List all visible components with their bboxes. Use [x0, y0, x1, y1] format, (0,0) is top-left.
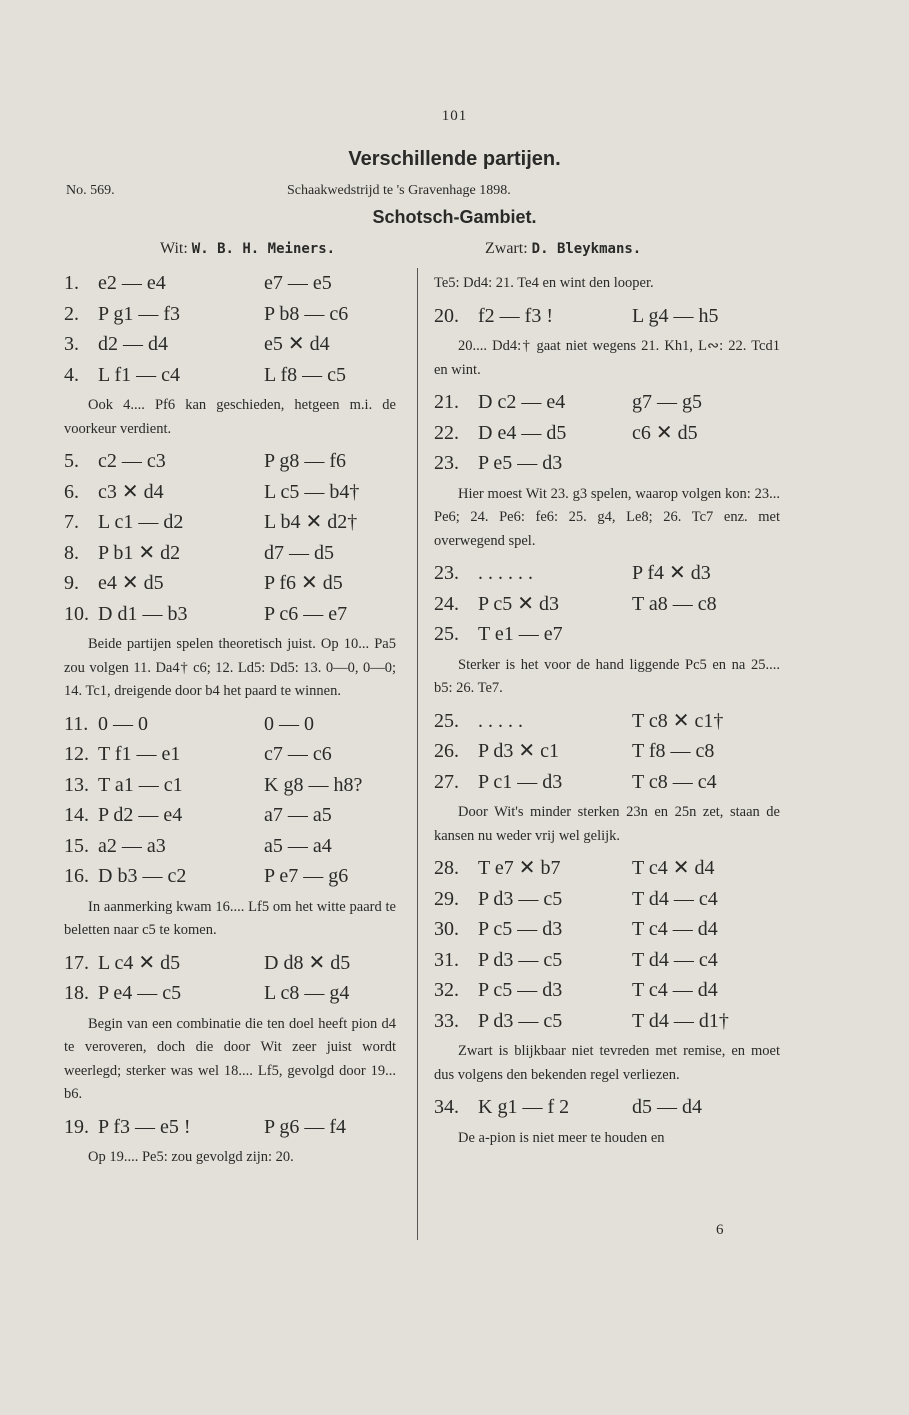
black-move: T d4 — d1† — [632, 1009, 729, 1032]
move-row — [434, 387, 780, 418]
move-row — [434, 448, 780, 479]
white-player — [160, 240, 335, 258]
move-number: 17. — [64, 951, 89, 974]
move-row — [64, 1112, 396, 1143]
black-move: d5 — d4 — [632, 1096, 702, 1118]
move-number: 23. — [434, 452, 459, 474]
black-move: T d4 — c4 — [632, 887, 718, 910]
move-number: 22. — [434, 421, 459, 444]
white-move: L c4 ✕ d5 — [98, 951, 181, 974]
move-row — [434, 1092, 780, 1123]
white-move: c2 — c3 — [98, 450, 166, 472]
black-move: L g4 — h5 — [632, 304, 719, 327]
move-row — [64, 268, 396, 299]
black-move: T c4 ✕ d4 — [632, 857, 715, 879]
move-number: 4. — [64, 363, 79, 386]
move-row — [434, 1006, 780, 1037]
white-move: P c5 ✕ d3 — [478, 592, 560, 615]
black-move: a5 — a4 — [264, 834, 332, 857]
white-move: K g1 — f 2 — [478, 1096, 570, 1118]
white-move: D e4 — d5 — [478, 421, 567, 444]
black-move: g7 — g5 — [632, 391, 702, 413]
white-move: D c2 — e4 — [478, 391, 566, 413]
move-number: 21. — [434, 391, 459, 413]
move-number: 18. — [64, 982, 89, 1004]
annotation: Op 19.... Pe5: zou gevolgd zijn: 20. — [88, 1149, 294, 1165]
white-move: . . . . . — [478, 709, 523, 732]
move-number: 10. — [64, 602, 89, 625]
white-move: f2 — f3 ! — [478, 304, 553, 327]
move-number: 25. — [434, 709, 459, 732]
white-move: T e1 — e7 — [478, 623, 563, 645]
white-move: P d2 — e4 — [98, 804, 183, 826]
move-number: 33. — [434, 1009, 459, 1032]
move-number: 5. — [64, 450, 79, 472]
black-move: a7 — a5 — [264, 804, 332, 826]
match-event: Schaakwedstrijd te 's Gravenhage 1898. — [287, 183, 511, 198]
move-row — [64, 709, 396, 740]
move-number: 32. — [434, 979, 459, 1001]
move-number: 15. — [64, 834, 89, 857]
black-label: Zwart: — [485, 240, 528, 257]
move-row — [64, 507, 396, 538]
move-row — [64, 861, 396, 892]
black-move: P f6 ✕ d5 — [264, 572, 343, 594]
move-number: 25. — [434, 623, 459, 645]
annotation: Beide partijen spelen theoretisch juist. Op 10... Pa5 zou volgen 11. Da4† c6; 12. Ld5: Dd5: 13. 0—0, 0—0; 14. Tc1, dreigende door b4 het paard te winnen. — [64, 636, 396, 699]
black-move: e7 — e5 — [264, 272, 332, 294]
black-move: d7 — d5 — [264, 541, 334, 564]
move-row — [434, 975, 780, 1006]
black-move: P b8 — c6 — [264, 302, 349, 325]
black-move: L c5 — b4† — [264, 480, 360, 503]
white-move: d2 — d4 — [98, 333, 168, 355]
move-row — [434, 853, 780, 884]
move-row — [64, 446, 396, 477]
white-move: P f3 — e5 ! — [98, 1115, 191, 1138]
black-move: T c4 — d4 — [632, 979, 718, 1001]
move-row — [64, 948, 396, 979]
move-row — [434, 619, 780, 650]
black-move: e5 ✕ d4 — [264, 333, 330, 355]
black-move: P c6 — e7 — [264, 602, 348, 625]
white-move: P e5 — d3 — [478, 452, 563, 474]
annotation: Door Wit's minder sterken 23n en 25n zet, staan de kansen nu weder vrij wel gelijk. — [434, 804, 780, 844]
black-move: T f8 — c8 — [632, 740, 715, 762]
black-move: T c4 — d4 — [632, 918, 718, 940]
black-move: L f8 — c5 — [264, 363, 347, 386]
white-move: P c5 — d3 — [478, 918, 563, 940]
move-number: 14. — [64, 804, 89, 826]
white-name: W. B. H. Meiners. — [191, 241, 336, 257]
move-row — [64, 831, 396, 862]
move-row — [64, 568, 396, 599]
left-column — [64, 268, 396, 1175]
white-move: P d3 ✕ c1 — [478, 740, 560, 762]
opening-title: Schotsch-Gambiet. — [372, 207, 537, 227]
annotation: Ook 4.... Pf6 kan geschieden, hetgeen m.i. de voorkeur verdient. — [64, 397, 396, 437]
black-player — [485, 240, 641, 258]
move-row — [434, 914, 780, 945]
black-move: P g8 — f6 — [264, 450, 347, 472]
white-move: D b3 — c2 — [98, 865, 187, 887]
match-number: No. 569. — [66, 183, 115, 198]
move-row — [434, 589, 780, 620]
move-row — [64, 739, 396, 770]
white-move: T f1 — e1 — [98, 743, 181, 765]
move-row — [64, 978, 396, 1009]
annotation: Begin van een combinatie die ten doel heeft pion d4 te veroveren, doch die door Wit zeer juist wordt weerlegd; sterker was wel 18.... Lf5, gevolgd door 19... b6. — [64, 1015, 396, 1102]
move-number: 12. — [64, 743, 89, 765]
move-number: 9. — [64, 572, 79, 594]
move-number: 1. — [64, 272, 79, 294]
move-row — [64, 360, 396, 391]
move-number: 26. — [434, 740, 459, 762]
annotation: Sterker is het voor de hand liggende Pc5 en na 25.... b5: 26. Te7. — [434, 656, 780, 696]
black-move: c6 ✕ d5 — [632, 421, 698, 444]
move-row — [434, 945, 780, 976]
move-row — [64, 770, 396, 801]
move-number: 20. — [434, 304, 459, 327]
white-move: L f1 — c4 — [98, 363, 181, 386]
white-move: P c1 — d3 — [478, 770, 563, 793]
white-move: e2 — e4 — [98, 272, 166, 294]
black-move: L b4 ✕ d2† — [264, 511, 358, 533]
move-number: 8. — [64, 541, 79, 564]
white-move: 0 — 0 — [98, 712, 148, 735]
white-move: T a1 — c1 — [98, 773, 183, 796]
black-move: 0 — 0 — [264, 712, 314, 735]
annotation: Zwart is blijkbaar niet tevreden met remise, en moet dus volgens den bekenden regel verliezen. — [434, 1043, 780, 1083]
move-row — [64, 599, 396, 630]
move-row — [434, 884, 780, 915]
annotation: 20.... Dd4:† gaat niet wegens 21. Kh1, L∾: 22. Tcd1 en wint. — [434, 338, 780, 378]
move-row — [64, 299, 396, 330]
move-row — [434, 558, 780, 589]
move-number: 7. — [64, 511, 79, 533]
move-row — [434, 301, 780, 332]
move-number: 16. — [64, 865, 89, 887]
move-row — [434, 706, 780, 737]
white-move: P b1 ✕ d2 — [98, 541, 181, 564]
black-move: T a8 — c8 — [632, 592, 717, 615]
white-move: T e7 ✕ b7 — [478, 857, 561, 879]
black-name: D. Bleykmans. — [531, 241, 642, 257]
move-number: 13. — [64, 773, 89, 796]
move-number: 11. — [64, 712, 89, 735]
white-move: L c1 — d2 — [98, 511, 184, 533]
move-row — [434, 418, 780, 449]
move-number: 29. — [434, 887, 459, 910]
black-move: P e7 — g6 — [264, 865, 349, 887]
move-number: 24. — [434, 592, 459, 615]
white-move: P c5 — d3 — [478, 979, 563, 1001]
white-move: P d3 — c5 — [478, 948, 563, 971]
annotation: In aanmerking kwam 16.... Lf5 om het witte paard te beletten naar c5 te komen. — [64, 898, 396, 938]
page-number: 101 — [441, 108, 468, 124]
move-row — [64, 477, 396, 508]
move-number: 2. — [64, 302, 79, 325]
black-move: P f4 ✕ d3 — [632, 562, 711, 584]
move-number: 31. — [434, 948, 459, 971]
white-move: P e4 — c5 — [98, 982, 182, 1004]
section-title: Verschillende partijen. — [348, 148, 561, 170]
move-number: 28. — [434, 857, 459, 879]
white-move: P d3 — c5 — [478, 887, 563, 910]
white-move: a2 — a3 — [98, 834, 166, 857]
move-number: 34. — [434, 1096, 459, 1118]
black-move: T d4 — c4 — [632, 948, 718, 971]
move-number: 3. — [64, 333, 79, 355]
white-move: P g1 — f3 — [98, 302, 181, 325]
white-move: D d1 — b3 — [98, 602, 188, 625]
black-move: T c8 — c4 — [632, 770, 717, 793]
white-move: P d3 — c5 — [478, 1009, 563, 1032]
black-move: T c8 ✕ c1† — [632, 709, 724, 732]
annotation: Hier moest Wit 23. g3 spelen, waarop volgen kon: 23... Pe6; 24. Pe6: fe6: 25. g4, Le8; 26. Tc7 enz. met overwegend spel. — [434, 485, 780, 549]
black-move: L c8 — g4 — [264, 982, 350, 1004]
annotation: De a-pion is niet meer te houden en — [458, 1129, 665, 1146]
white-label: Wit: — [160, 240, 188, 257]
annotation: Te5: Dd4: 21. Te4 en wint den looper. — [434, 275, 654, 291]
move-number: 27. — [434, 770, 459, 793]
move-number: 30. — [434, 918, 459, 940]
sheet-signature: 6 — [716, 1222, 724, 1238]
move-row — [64, 329, 396, 360]
move-row — [64, 800, 396, 831]
white-move: e4 ✕ d5 — [98, 572, 164, 594]
move-row — [434, 736, 780, 767]
move-number: 6. — [64, 480, 79, 503]
move-row — [434, 767, 780, 798]
white-move: c3 ✕ d4 — [98, 480, 164, 503]
move-row — [64, 538, 396, 569]
right-column — [434, 268, 780, 1155]
black-move: P g6 — f4 — [264, 1115, 347, 1138]
move-number: 23. — [434, 562, 459, 584]
column-divider — [417, 268, 418, 1240]
black-move: c7 — c6 — [264, 743, 332, 765]
black-move: D d8 ✕ d5 — [264, 951, 351, 974]
white-move: . . . . . . — [478, 562, 533, 584]
move-number: 19. — [64, 1115, 89, 1138]
black-move: K g8 — h8? — [264, 773, 363, 796]
